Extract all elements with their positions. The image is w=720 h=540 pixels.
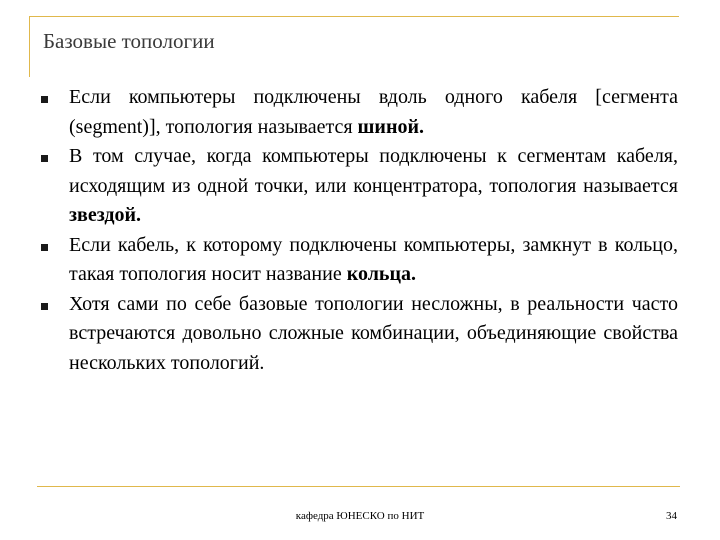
bullet-punct: . (419, 115, 425, 138)
bullet-text: Если компьютеры подключены вдоль одного кабеля [сегмента (segment)], топология называется (69, 86, 678, 138)
bullet-text: В том случае, когда компьютеры подключены к сегментам кабеля, исходящим из одной точки, или концентратора, топология называется (69, 145, 678, 197)
footer-department: кафедра ЮНЕСКО по НИТ (295, 510, 425, 522)
bullet-term: кольца (346, 263, 412, 285)
bullet-punct: . (136, 204, 142, 226)
square-bullet-icon (41, 96, 48, 103)
frame-left-rule (29, 16, 30, 77)
bullet-item (38, 290, 678, 379)
bullet-item (38, 83, 678, 142)
bullet-text: Хотя сами по себе базовые топологии несложны, в реальности часто встречаются довольно сложные комбинации, объединяющие свойства нескольких топологий. (69, 292, 678, 374)
bullet-term: звездой (69, 204, 137, 226)
slide-title: Базовые топологии (43, 29, 215, 53)
square-bullet-icon (41, 303, 48, 310)
bullet-term: шиной (357, 115, 420, 138)
bullet-list (38, 83, 678, 378)
frame-top-rule (29, 16, 679, 17)
footer-rule (37, 486, 680, 487)
square-bullet-icon (41, 244, 48, 251)
bullet-text: Если кабель, к которому подключены компьютеры, замкнут в кольцо, такая топология носит название (69, 233, 678, 285)
page-number: 34 (666, 510, 677, 522)
bullet-punct: . (411, 263, 417, 285)
bullet-item (38, 142, 678, 231)
square-bullet-icon (41, 155, 48, 162)
bullet-item (38, 231, 678, 290)
